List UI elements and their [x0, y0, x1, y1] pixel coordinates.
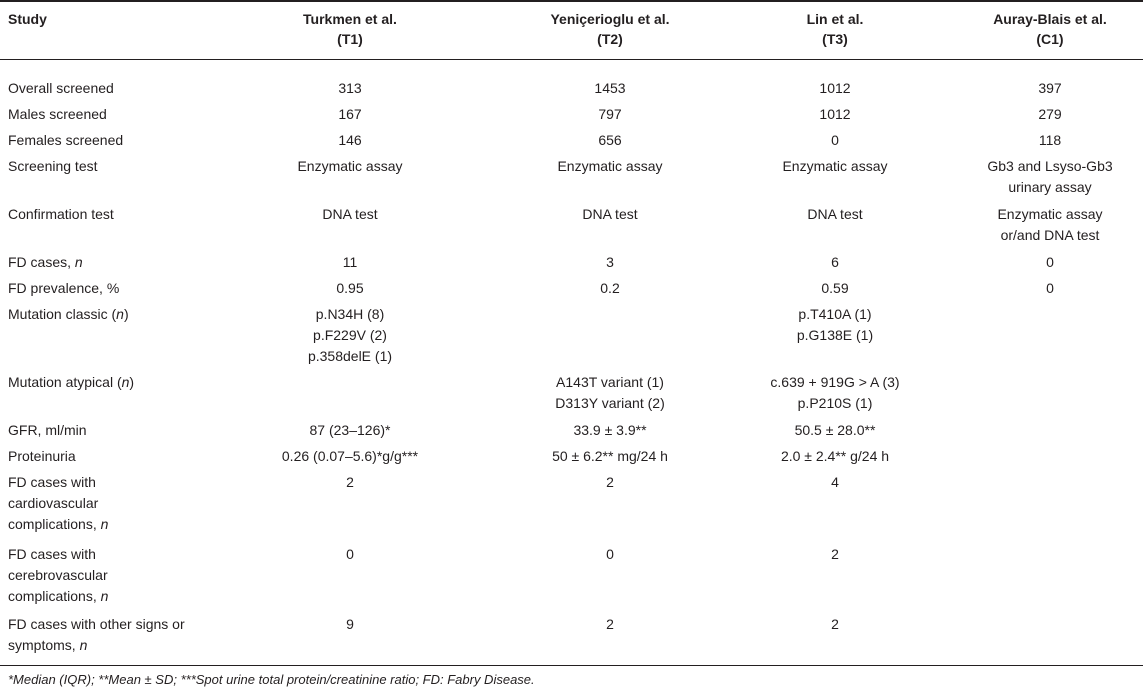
row-label-line: FD cases with: [8, 474, 96, 490]
row-label: [8, 446, 238, 467]
cell-line: 656: [598, 132, 622, 148]
cell-line: Enzymatic assay: [297, 158, 403, 174]
table-footnote: *Median (IQR); **Mean ± SD; ***Spot urine total protein/creatinine ratio; FD: Fabry Disease.: [8, 672, 535, 687]
header-yenicerioglu-code: (T2): [597, 31, 623, 47]
header-lin-name: Lin et al.: [806, 11, 864, 27]
row-label: [8, 156, 238, 177]
cell-line: Enzymatic assay: [782, 158, 888, 174]
cell-line: 0: [346, 546, 354, 562]
cell-line: Gb3 and Lsyso-Gb3: [987, 158, 1113, 174]
row-label-line: Mutation classic (n): [8, 306, 129, 322]
row-label: [8, 278, 238, 299]
cell-line: 313: [338, 80, 362, 96]
table-cell: [745, 130, 925, 151]
row-label: [8, 614, 238, 656]
cell-line: c.639 + 919G > A (3): [770, 374, 900, 390]
cell-line: 146: [338, 132, 362, 148]
row-label: [8, 420, 238, 441]
table-cell: [230, 156, 470, 177]
header-study: Study: [8, 11, 47, 27]
cell-line: 0: [606, 546, 614, 562]
row-label: [8, 304, 238, 325]
table-cell: [470, 372, 750, 414]
row-label-line: GFR, ml/min: [8, 422, 87, 438]
table-cell: [960, 252, 1140, 273]
row-label: [8, 372, 238, 393]
row-label: [8, 104, 238, 125]
row-label-line: Overall screened: [8, 80, 114, 96]
row-label-line: Proteinuria: [8, 448, 76, 464]
table-cell: [745, 78, 925, 99]
cell-line: 1012: [819, 80, 851, 96]
table-cell: [470, 130, 750, 151]
row-label-line: FD prevalence, %: [8, 280, 120, 296]
row-label-line: symptoms, n: [8, 637, 88, 653]
table-cell: [470, 156, 750, 177]
row-label-line: Screening test: [8, 158, 98, 174]
cell-line: 2: [346, 474, 354, 490]
table-cell: [745, 446, 925, 467]
table-cell: [470, 204, 750, 225]
table-cell: [745, 304, 925, 346]
table-cell: [745, 104, 925, 125]
cell-line: 3: [606, 254, 614, 270]
row-label-line: FD cases with: [8, 546, 96, 562]
cell-line: 2: [606, 474, 614, 490]
cell-line: 2.0 ± 2.4** g/24 h: [780, 448, 890, 464]
table-cell: [230, 446, 470, 467]
table-cell: [230, 420, 470, 441]
header-yenicerioglu-name: Yeniçerioglu et al.: [550, 11, 670, 27]
table-cell: [745, 544, 925, 565]
table-cell: [745, 156, 925, 177]
cell-line: 167: [338, 106, 362, 122]
cell-line: 0.59: [821, 280, 849, 296]
cell-line: 4: [831, 474, 839, 490]
cell-line: p.G138E (1): [796, 327, 874, 343]
table-top-rule: [0, 0, 1143, 2]
row-label-line: Confirmation test: [8, 206, 114, 222]
cell-line: 6: [831, 254, 839, 270]
table-cell: [745, 372, 925, 414]
table-cell: [230, 104, 470, 125]
header-rule: [0, 59, 1143, 60]
cell-line: DNA test: [322, 206, 378, 222]
cell-line: 2: [831, 616, 839, 632]
cell-line: 11: [342, 254, 358, 270]
row-label-line: complications, n: [8, 588, 109, 604]
table-cell: [745, 278, 925, 299]
cell-line: 1453: [594, 80, 626, 96]
cell-line: 0: [1046, 254, 1054, 270]
row-label-line: FD cases, n: [8, 254, 83, 270]
cell-line: 279: [1038, 106, 1062, 122]
row-label-line: FD cases with other signs or: [8, 616, 185, 632]
cell-line: 1012: [819, 106, 851, 122]
table-cell: [470, 104, 750, 125]
row-label: [8, 130, 238, 151]
table-cell: [230, 204, 470, 225]
table-bottom-rule: [0, 665, 1143, 666]
row-label: [8, 472, 238, 535]
cell-line: 50 ± 6.2** mg/24 h: [552, 448, 668, 464]
cell-line: Enzymatic assay: [557, 158, 663, 174]
cell-line: 33.9 ± 3.9**: [573, 422, 647, 438]
table-cell: [230, 130, 470, 151]
table-cell: [960, 130, 1140, 151]
table-cell: [230, 252, 470, 273]
table-cell: [470, 278, 750, 299]
table-cell: [470, 78, 750, 99]
cell-line: 9: [346, 616, 354, 632]
table-cell: [745, 420, 925, 441]
cell-line: 797: [598, 106, 622, 122]
table-cell: [470, 420, 750, 441]
table-cell: [745, 252, 925, 273]
header-yenicerioglu: [510, 9, 710, 49]
cell-line: p.T410A (1): [798, 306, 872, 322]
table-cell: [960, 204, 1140, 246]
row-label: [8, 204, 238, 225]
table-cell: [470, 446, 750, 467]
table-cell: [470, 472, 750, 493]
cell-line: 2: [831, 546, 839, 562]
cell-line: 0.26 (0.07–5.6)*g/g***: [281, 448, 419, 464]
header-turkmen-code: (T1): [337, 31, 363, 47]
table-cell: [230, 614, 470, 635]
cell-line: 0.2: [600, 280, 620, 296]
cell-line: A143T variant (1): [556, 374, 664, 390]
row-label: [8, 252, 238, 273]
row-label-line: cardiovascular: [8, 495, 99, 511]
cell-line: p.N34H (8): [315, 306, 385, 322]
row-label-line: Females screened: [8, 132, 124, 148]
cell-line: 0: [831, 132, 839, 148]
cell-line: 118: [1038, 132, 1062, 148]
cell-line: DNA test: [807, 206, 863, 222]
table-cell: [960, 278, 1140, 299]
cell-line: p.358delE (1): [307, 348, 393, 364]
table-cell: [745, 614, 925, 635]
header-lin-code: (T3): [822, 31, 848, 47]
header-auray-blais-code: (C1): [1036, 31, 1064, 47]
table-cell: [230, 472, 470, 493]
row-label-line: Males screened: [8, 106, 107, 122]
table-cell: [230, 544, 470, 565]
cell-line: Enzymatic assay: [997, 206, 1103, 222]
table-cell: [745, 472, 925, 493]
header-turkmen-name: Turkmen et al.: [303, 11, 397, 27]
table-cell: [470, 544, 750, 565]
cell-line: 0.95: [336, 280, 364, 296]
cell-line: DNA test: [582, 206, 638, 222]
cell-line: urinary assay: [1008, 179, 1092, 195]
row-label: [8, 78, 238, 99]
cell-line: D313Y variant (2): [555, 395, 665, 411]
table-cell: [230, 278, 470, 299]
row-label: [8, 544, 238, 607]
cell-line: 50.5 ± 28.0**: [794, 422, 876, 438]
table-cell: [230, 304, 470, 367]
cell-line: 87 (23–126)*: [309, 422, 391, 438]
table-cell: [470, 614, 750, 635]
cell-line: 0: [1046, 280, 1054, 296]
header-lin: [745, 9, 925, 49]
table-cell: [230, 78, 470, 99]
table-cell: [960, 78, 1140, 99]
table-cell: [960, 156, 1140, 198]
table-cell: [745, 204, 925, 225]
cell-line: 397: [1038, 80, 1062, 96]
table-cell: [960, 104, 1140, 125]
row-label-line: complications, n: [8, 516, 109, 532]
cell-line: 2: [606, 616, 614, 632]
header-turkmen: [275, 9, 425, 49]
table-cell: [470, 252, 750, 273]
header-auray-blais: [960, 9, 1140, 49]
row-label-line: cerebrovascular: [8, 567, 108, 583]
cell-line: or/and DNA test: [1000, 227, 1100, 243]
header-auray-blais-name: Auray-Blais et al.: [993, 11, 1107, 27]
cell-line: p.P210S (1): [797, 395, 873, 411]
cell-line: p.F229V (2): [313, 327, 387, 343]
row-label-line: Mutation atypical (n): [8, 374, 135, 390]
